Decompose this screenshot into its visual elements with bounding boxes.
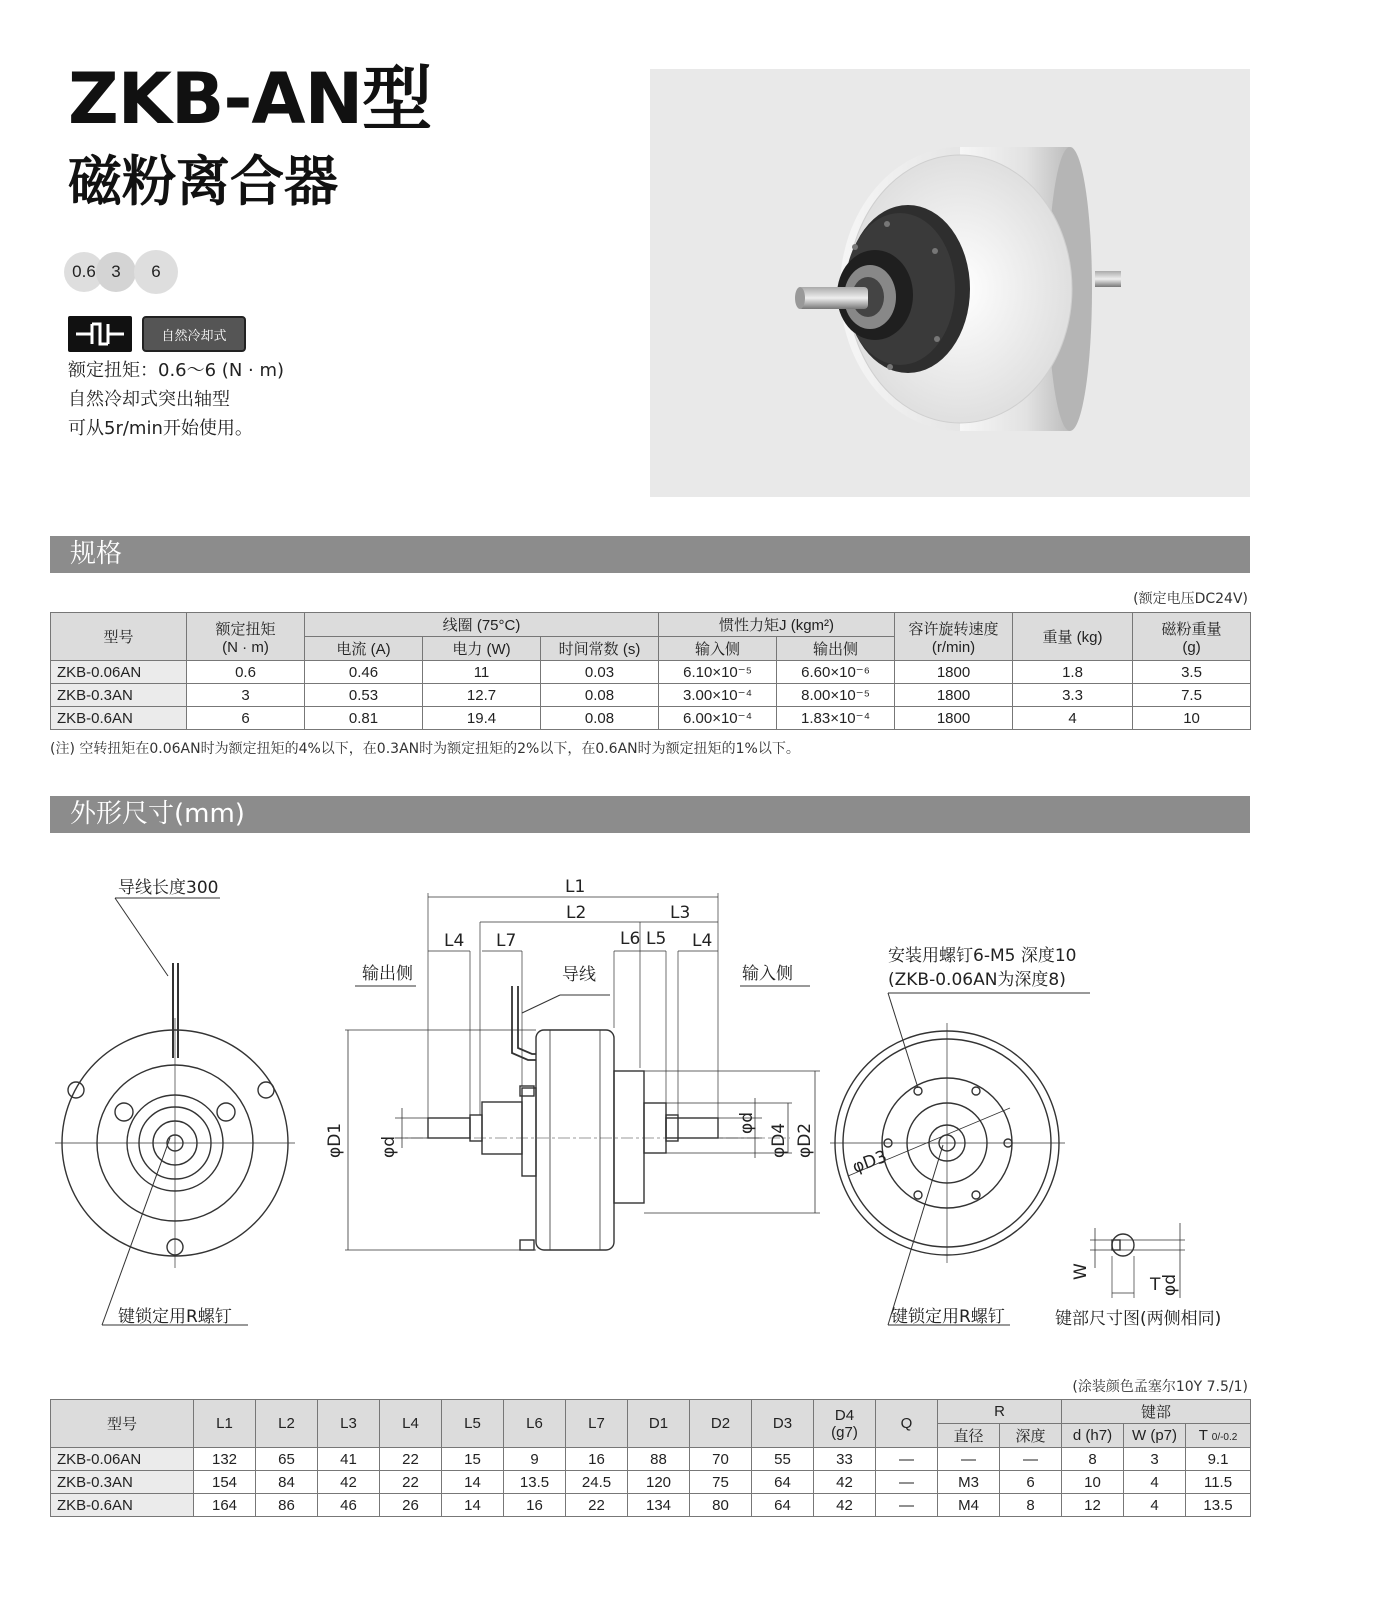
dimensions-section-header: 外形尺寸(mm) [50,796,1250,833]
col-model: 型号 [51,613,187,661]
product-description [68,356,284,443]
label-L4-left: L4 [444,931,465,951]
description-line: 自然冷却式突出轴型 [68,389,230,410]
label-L4-right: L4 [692,931,713,951]
table-row: ZKB-0.6AN 6 0.81 19.4 0.08 6.00×10⁻⁴ 1.83×10⁻⁴ 1800 4 10 [51,707,1251,730]
label-D3: φD3 [849,1146,890,1178]
label-key-detail: 键部尺寸图(两侧相同) [1055,1309,1222,1329]
page-title: ZKB-AN型 [68,58,432,140]
size-badge: 0.6 [64,252,104,292]
label-L2: L2 [566,903,587,923]
label-key-d: φd [1160,1273,1180,1296]
table-row: ZKB-0.06AN 132 65 41 22 15 9 16 88 70 55 33 — — — 8 3 9.1 [51,1448,1251,1471]
label-L7: L7 [496,931,517,951]
table-row: ZKB-0.3AN 3 0.53 12.7 0.08 3.00×10⁻⁴ 8.00×10⁻⁵ 1800 3.3 7.5 [51,684,1251,707]
table-row: ZKB-0.3AN 154 84 42 22 14 13.5 24.5 120 75 64 42 — M3 6 10 4 11.5 [51,1471,1251,1494]
col-model: 型号 [51,1400,194,1448]
col-Q: Q [876,1400,938,1448]
col-key: 键部 [1062,1400,1251,1424]
label-L3: L3 [670,903,691,923]
label-lead: 导线 [562,965,596,985]
label-D1: φD1 [325,1122,345,1158]
size-badge: 3 [96,252,136,292]
label-W: W [1071,1263,1091,1280]
label-mount-screw: 安装用螺钉6-M5 深度10 [888,946,1077,966]
cooling-badge: 自然冷却式 [142,316,246,352]
col-key-d: d (h7) [1062,1424,1124,1448]
paint-note: (涂装颜色孟塞尔10Y 7.5/1) [1072,1379,1248,1395]
col-input-side: 输入侧 [659,637,777,661]
col-key-T: T 0/-0.2 [1186,1424,1251,1448]
spec-footnote: (注) 空转扭矩在0.06AN时为额定扭矩的4%以下，在0.3AN时为额定扭矩的2%以下，在0.6AN时为额定扭矩的1%以下。 [50,741,800,757]
label-d-left: φd [379,1135,399,1158]
col-L5: L5 [442,1400,504,1448]
dimension-table [50,1399,1251,1517]
label-lock-screw-right: 键锁定用R螺钉 [891,1307,1005,1327]
clutch-symbol-icon [68,316,132,352]
label-L6: L6 [620,929,641,949]
col-L6: L6 [504,1400,566,1448]
col-R-dia: 直径 [938,1424,1000,1448]
col-D4: D4 (g7) [814,1400,876,1448]
dimension-drawing [50,848,1250,1338]
col-speed: 容许旋转速度 (r/min) [895,613,1013,661]
label-lock-screw-left: 键锁定用R螺钉 [118,1307,232,1327]
label-d-right: φd [737,1111,757,1134]
col-L1: L1 [194,1400,256,1448]
table-row: ZKB-0.06AN 0.6 0.46 11 0.03 6.10×10⁻⁵ 6.60×10⁻⁶ 1800 1.8 3.5 [51,661,1251,684]
voltage-note: (额定电压DC24V) [1133,591,1248,607]
col-L2: L2 [256,1400,318,1448]
description-line: 可从5r/min开始使用。 [68,418,253,439]
label-D2: φD2 [795,1122,815,1158]
col-key-W: W (p7) [1124,1424,1186,1448]
col-R-depth: 深度 [1000,1424,1062,1448]
label-lead-length: 导线长度300 [118,878,219,898]
label-D4: φD4 [769,1122,789,1158]
page-subtitle: 磁粉离合器 [68,150,338,213]
col-current: 电流 (A) [305,637,423,661]
col-D3: D3 [752,1400,814,1448]
label-output-side: 输出侧 [362,964,413,984]
col-R: R [938,1400,1062,1424]
col-coil: 线圈 (75°C) [305,613,659,637]
table-row: ZKB-0.6AN 164 86 46 26 14 16 22 134 80 64 42 — M4 8 12 4 13.5 [51,1494,1251,1517]
col-weight: 重量 (kg) [1013,613,1133,661]
spec-section-header: 规格 [50,536,1250,573]
col-powder: 磁粉重量 (g) [1133,613,1251,661]
label-T: T [1150,1275,1161,1295]
spec-table [50,612,1251,730]
label-input-side: 输入侧 [742,964,793,984]
description-line: 额定扭矩：0.6～6 (N · m) [68,360,285,381]
product-photo [650,69,1250,497]
label-L1: L1 [565,877,586,897]
col-D2: D2 [690,1400,752,1448]
col-inertia: 惯性力矩J (kgm²) [659,613,895,637]
col-rated-torque: 额定扭矩 (N · m) [187,613,305,661]
col-L3: L3 [318,1400,380,1448]
size-badge: 6 [134,250,178,294]
col-time-constant: 时间常数 (s) [541,637,659,661]
col-output-side: 输出侧 [777,637,895,661]
label-L5: L5 [646,929,667,949]
col-power: 电力 (W) [423,637,541,661]
col-L7: L7 [566,1400,628,1448]
col-D1: D1 [628,1400,690,1448]
col-L4: L4 [380,1400,442,1448]
label-mount-screw-note: (ZKB-0.06AN为深度8) [888,970,1066,990]
